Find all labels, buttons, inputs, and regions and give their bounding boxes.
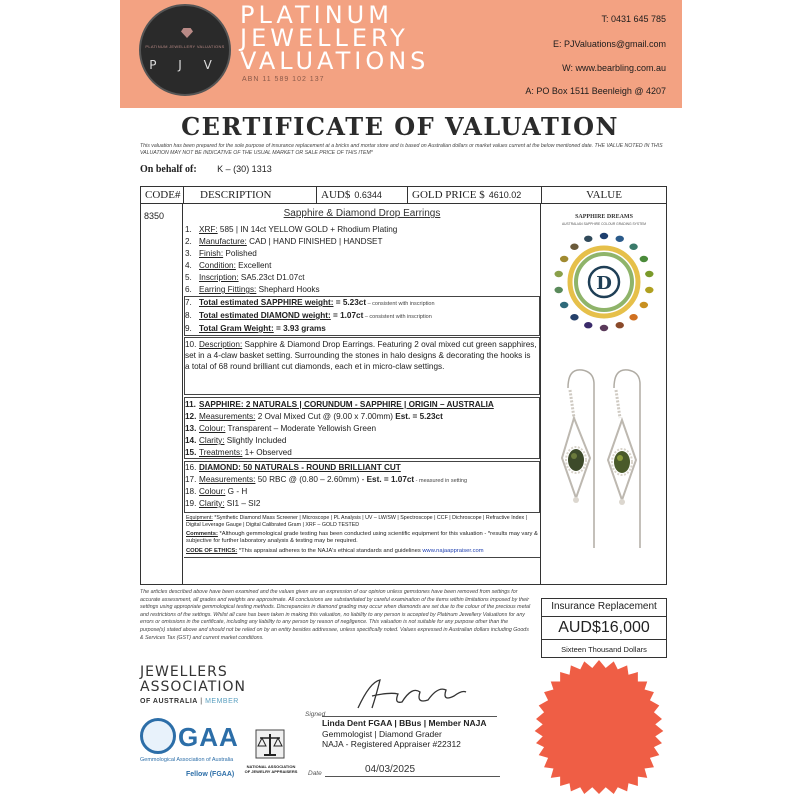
certificate-title: CERTIFICATE OF VALUATION	[181, 112, 619, 141]
insurance-label: Insurance Replacement	[551, 601, 657, 612]
colour-gem	[584, 322, 592, 328]
signatory-name: Linda Dent FGAA | BBus | Member NAJA	[322, 718, 487, 728]
colour-gem	[640, 256, 648, 262]
gaa-subtitle: Gemmological Association of Australia	[140, 757, 234, 763]
col-aud	[316, 186, 408, 204]
insurance-words: Sixteen Thousand Dollars	[561, 645, 647, 654]
comments-label: Comments:	[186, 531, 218, 537]
spec-label: Inscription:	[199, 273, 239, 282]
spec-value: Slightly Included	[224, 436, 287, 445]
spec-value: Transparent – Moderate Yellowish Green	[225, 424, 377, 433]
line-number: 19.	[185, 499, 197, 508]
naja-caption: NATIONAL ASSOCIATION OF JEWELRY APPRAISERS	[244, 764, 298, 774]
chart-subtitle: AUSTRALIAN SAPPHIRE COLOUR GRADING SYSTEM	[561, 222, 647, 226]
spec-label: Measurements:	[199, 475, 256, 484]
line-number: 13.	[185, 424, 197, 433]
colour-gem	[629, 314, 637, 320]
spec-value: 585 | IN 14ct YELLOW GOLD + Rhodium Plating	[217, 225, 398, 234]
valuation-date: 04/03/2025	[365, 764, 416, 775]
sapphire-heading	[185, 399, 494, 410]
spec-line	[185, 498, 260, 509]
spec-line	[185, 447, 292, 458]
spec-label: Colour:	[199, 487, 226, 496]
col-value-label: VALUE	[586, 189, 622, 201]
date-label: Date	[308, 770, 322, 777]
line-number: 5.	[185, 273, 192, 282]
spec-note: – consistent with inscription	[363, 314, 432, 320]
equipment-label: Equipment:	[186, 515, 213, 521]
ja-sub-text: OF AUSTRALIA	[140, 698, 198, 705]
gram-weight-value: = 3.93 grams	[273, 324, 326, 333]
spec-label: Clarity:	[199, 436, 225, 445]
spec-label: Clarity:	[199, 499, 225, 508]
spec-label: XRF:	[199, 225, 218, 234]
gaa-diamond-icon	[140, 718, 176, 754]
ja-member: MEMBER	[205, 698, 239, 705]
red-seal-sticker	[532, 660, 666, 794]
spec-line	[185, 284, 320, 295]
col-value	[541, 186, 667, 204]
line-number: 1.	[185, 225, 192, 234]
spec-label: Measurements:	[199, 412, 256, 421]
line-number: 18.	[185, 487, 197, 496]
line-number: 15.	[185, 448, 197, 457]
scales-icon	[252, 728, 288, 762]
insurance-value: AUD$16,000	[542, 616, 666, 640]
colour-gem	[629, 244, 637, 250]
spec-line	[185, 224, 397, 235]
line-number: 3.	[185, 249, 192, 258]
line-number: 7.	[185, 298, 192, 307]
spec-value: Polished	[223, 249, 257, 258]
frame-bottom-rule	[140, 584, 667, 585]
colour-gem	[600, 325, 608, 331]
line-number: 9.	[185, 324, 192, 333]
ja-line-1: JEWELLERS	[140, 664, 228, 680]
line-number: 16.	[185, 463, 197, 472]
gold-value: 4610.02	[488, 190, 522, 200]
spec-line	[185, 260, 271, 271]
diamond-heading-text: DIAMOND: 50 NATURALS - ROUND BRILLIANT CUT	[199, 463, 401, 472]
colour-gem	[584, 236, 592, 242]
colour-gem	[640, 302, 648, 308]
insurance-box	[541, 598, 667, 658]
col-code	[140, 186, 184, 204]
ethics-underline	[184, 557, 540, 558]
colour-gem	[616, 322, 624, 328]
spec-line	[185, 236, 383, 247]
pjv-logo	[139, 4, 231, 96]
contact-address: A: PO Box 1511 Beenleigh @ 4207	[525, 86, 666, 96]
line-number: 10.	[185, 340, 197, 349]
colour-gem	[600, 233, 608, 239]
spec-line	[185, 423, 376, 434]
item-code: 8350	[144, 211, 165, 221]
handwritten-signature	[350, 674, 470, 714]
diamond-icon	[181, 28, 193, 38]
brand-line-2: JEWELLERY	[240, 24, 409, 52]
signatory-role: Gemmologist | Diamond Grader	[322, 728, 442, 739]
sapphire-heading-text: SAPPHIRE: 2 NATURALS | CORUNDUM - SAPPHIRE | ORIGIN – AUSTRALIA	[199, 400, 494, 409]
colour-gem	[554, 287, 562, 293]
ethics-text: *This appraisal adheres to the NAJA's ethical standards and guidelines	[237, 548, 423, 554]
sapphire-colour-chart	[546, 210, 662, 340]
contact-email: E: PJValuations@gmail.com	[552, 39, 666, 49]
gaa-logo-text: GAA	[178, 722, 239, 752]
aud-label: AUD$	[321, 189, 351, 201]
gold-label: GOLD PRICE $	[412, 189, 485, 201]
earrings-photo	[546, 348, 662, 574]
spec-value: 50 RBC @ (0.80 – 2.60mm) -	[255, 475, 367, 484]
colour-gem	[570, 314, 578, 320]
signatory	[322, 718, 487, 750]
col-gold	[407, 186, 542, 204]
colour-gem	[645, 271, 653, 277]
diamond-heading	[185, 462, 401, 473]
line-number: 14.	[185, 436, 197, 445]
spec-label: Condition:	[199, 261, 236, 270]
line-number: 11.	[185, 400, 196, 409]
spec-label: Finish:	[199, 249, 224, 258]
weights-box	[184, 296, 540, 336]
colour-gem	[560, 302, 568, 308]
spec-value: 1+ Observed	[242, 448, 292, 457]
legal-disclaimer: The articles described above have been examined and the values given are an expression of our opinion unless gemstones have been removed from settings for accurate assessment, all grades and weights are approximate. All conclusions are substantiated by careful examination of the items within limitations imposed by their settings using appropriate gemmological testing methods. Discrepancies in diamond grading may occur when diamonds are set due to the colour of the precious metal and restrictions of the settings. Whilst all care has been taken in making this valuation, no liability to any person is accepted by Platinum Jewellery Valuations for any errors or omissions in the certificate, including any liability to any person by reason of negligence. This valuation is not suitable for any purpose other than the purpose(s) stated above and should not be relied on by an entity besides addressee, unless specifically noted. Values expressed in Australian dollars including Goods & Services Tax (GST) and current market conditions.	[140, 589, 531, 641]
colour-gem	[616, 236, 624, 242]
col-description-label: DESCRIPTION	[200, 189, 272, 201]
brand-line-3: VALUATIONS	[240, 47, 430, 75]
colour-gem	[560, 256, 568, 262]
line-number: 8.	[185, 311, 192, 320]
description-text: Sapphire & Diamond Drop Earrings. Featuring 2 oval mixed cut green sapphires, set in a 4-claw basket setting. Surrounding the stones in halo designs & decorating the hooks is a total of 68 round brilliant cut diamonds, each et in micro-claw settings.	[185, 340, 537, 371]
ethics-label: CODE OF ETHICS:	[186, 548, 238, 554]
chart-title: SAPPHIRE DREAMS	[575, 214, 633, 220]
jewellers-association-logo	[140, 665, 246, 695]
comments-text: *Although gemmological grade testing has been conducted using scientific equipment for this valuation - *results may vary & subjective for further laboratory analysis & testing may be required.	[186, 531, 538, 545]
spec-value: 2 Oval Mixed Cut @ (9.00 x 7.00mm)	[255, 412, 396, 421]
spec-value: Shephard Hooks	[256, 285, 320, 294]
signatory-registration: NAJA - Registered Appraiser #22312	[322, 739, 461, 749]
item-description	[185, 339, 537, 372]
comments-note	[186, 531, 538, 546]
spec-value: G - H	[225, 487, 248, 496]
line-number: 17.	[185, 475, 197, 484]
line-number: 2.	[185, 237, 192, 246]
colour-gem	[554, 271, 562, 277]
spec-value: SI1 – SI2	[224, 499, 261, 508]
date-line	[325, 776, 500, 777]
spec-note: – consistent with inscription	[366, 301, 435, 307]
spec-label: Colour:	[199, 424, 226, 433]
spec-note: - measured in setting	[414, 478, 468, 484]
equipment-text: *Synthetic Diamond Mass Screener | Microscope | PL Analysis | UV – LW/SW | Spectroscope | CCF | Dichroscope | Refractive Index | Digital Leverage Gauge | Digital Calibrated Gram | XRF – GOLD TESTED	[186, 515, 528, 529]
col-description	[183, 186, 317, 204]
signature-line	[322, 716, 497, 717]
abn-number: ABN 11 589 102 137	[242, 76, 325, 83]
line-number: 4.	[185, 261, 192, 270]
diamond-estimate: Est. = 1.07ct	[366, 475, 415, 484]
spec-line	[185, 486, 247, 497]
gaa-fellow: Fellow (FGAA)	[186, 771, 235, 778]
spec-value: SA5.23ct D1.07ct	[238, 273, 305, 282]
diamond-weight-value: = 1.07ct	[330, 311, 364, 320]
spec-line	[185, 272, 305, 283]
logo-initials: P J V	[149, 58, 221, 72]
behalf-value: K – (30) 1313	[217, 164, 272, 174]
ja-line-2: ASSOCIATION	[140, 679, 246, 695]
aud-value: 0.6344	[354, 190, 382, 200]
colour-gem	[645, 287, 653, 293]
frame-code	[140, 204, 183, 584]
line-number: 12.	[185, 412, 197, 421]
spec-label: Total estimated DIAMOND weight:	[199, 311, 331, 320]
contact-phone: T: 0431 645 785	[601, 14, 666, 24]
equipment-note	[186, 515, 538, 530]
spec-label: Earring Fittings:	[199, 285, 257, 294]
naja-link[interactable]: www.najaappraiser.com	[422, 548, 484, 554]
brand-line-1: PLATINUM	[240, 1, 393, 29]
line-number: 6.	[185, 285, 192, 294]
colour-gem	[570, 244, 578, 250]
spec-label: Total estimated SAPPHIRE weight:	[199, 298, 334, 307]
behalf-label: On behalf of:	[140, 164, 197, 175]
item-title: Sapphire & Diamond Drop Earrings	[283, 208, 441, 219]
col-code-label: CODE#	[145, 189, 181, 201]
spec-line	[185, 411, 443, 422]
sapphire-weight-value: = 5.23ct	[333, 298, 367, 307]
spec-label: Description:	[199, 340, 243, 349]
signed-label: Signed	[305, 711, 326, 718]
spec-label: Total Gram Weight:	[199, 324, 274, 333]
on-behalf-of	[140, 164, 272, 175]
spec-label: Manufacture:	[199, 237, 247, 246]
spec-line	[185, 248, 257, 259]
contact-web: W: www.bearbling.com.au	[562, 63, 666, 73]
spec-line	[185, 435, 286, 446]
spec-value: Excellent	[235, 261, 272, 270]
ja-subline: OF AUSTRALIA | MEMBER	[140, 698, 239, 705]
logo-caption: PLATINUM JEWELLERY VALUATIONS	[145, 44, 225, 49]
purpose-fineprint: This valuation has been prepared for the sole purpose of insurance replacement at a bricks and mortar store and is based on Australian dollars or market values current at the below mentioned date. THE VALUE NOTED IN THIS VALUATION MAY NOT BE INDICATIVE OF THE USUAL MARKET OR SALE PRICE OF THIS ITEM*	[140, 143, 663, 156]
sapphire-estimate: Est. = 5.23ct	[395, 412, 443, 421]
spec-label: Treatments:	[199, 448, 243, 457]
brand-name	[240, 1, 430, 75]
spec-value: CAD | HAND FINISHED | HANDSET	[246, 237, 383, 246]
chart-monogram: D	[596, 273, 612, 294]
ethics-note	[186, 548, 538, 555]
